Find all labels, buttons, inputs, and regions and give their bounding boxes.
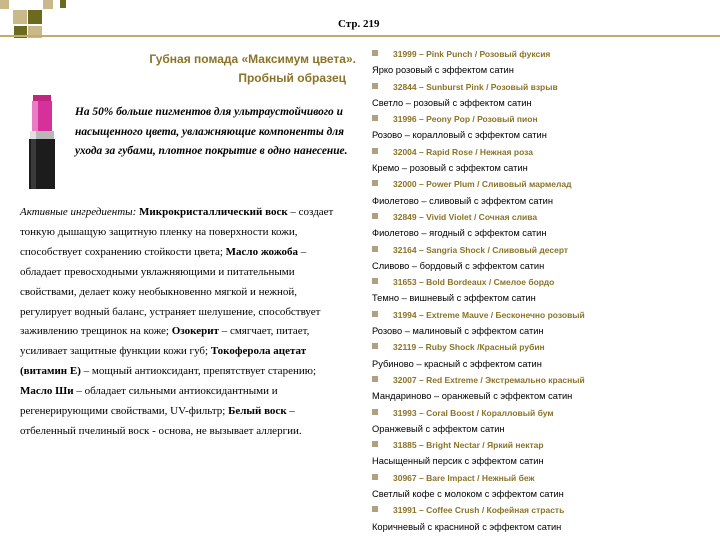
shade-name: 31885 – Bright Nectar / Яркий нектар: [393, 440, 544, 451]
shade-description: Фиолетово – ягодный с эффектом сатин: [372, 228, 547, 239]
shade-description: Насыщенный персик с эффектом сатин: [372, 456, 544, 467]
shade-list: [372, 46, 717, 535]
shade-item: [372, 111, 717, 144]
product-title: Губная помада «Максимум цвета».: [149, 52, 356, 66]
ingredient-name: Микрокристаллический воск: [139, 206, 288, 218]
ingredient-name: Белый воск: [228, 405, 287, 418]
bullet-icon: [372, 278, 378, 284]
bullet-icon: [372, 409, 378, 415]
ingredient-text: – смягчает, питает, усиливает защитные функции кожи губ;: [20, 325, 310, 358]
shade-item: [372, 339, 717, 372]
promo-text: На 50% больше пигментов для ультраустойчивого и насыщенного цвета, увлажняющие компоненты для ухода за губами, плотное покрытие в одно нанесение.: [75, 106, 348, 157]
shade-item: [372, 274, 717, 307]
shade-name: 32164 – Sangria Shock / Сливовый десерт: [393, 244, 569, 255]
ingredient-text: – обладает превосходными увлажняющими и питательными свойствами, делает кожу необыкновенно мягкой и нежной, регулирует водный баланс, устраняет шелушение, способствует заживлению трещинок на коже;: [20, 245, 321, 338]
bullet-icon: [372, 148, 378, 154]
bullet-icon: [372, 50, 378, 56]
bullet-icon: [372, 180, 378, 186]
shade-item: [372, 405, 717, 438]
shade-description: Коричневый с красниной с эффектом сатин: [372, 521, 562, 532]
bullet-icon: [372, 376, 378, 382]
shade-item: [372, 307, 717, 340]
shade-name: 31999 – Pink Punch / Розовый фуксия: [393, 49, 551, 59]
shade-name: 31994 – Extreme Mauve / Бесконечно розовый: [393, 309, 585, 320]
product-subtitle: Пробный образец: [238, 71, 346, 85]
ingredient-name: Масло Ши: [20, 385, 74, 398]
ingredients-paragraph: [20, 203, 350, 442]
shade-item: [372, 437, 717, 470]
header-divider: [0, 35, 720, 37]
shade-item: [372, 242, 717, 275]
shade-name: 31991 – Coffee Crush / Кофейная страсть: [393, 505, 565, 516]
ingredient-text: – создает тонкую дышащую защитную пленку на поверхности кожи, способствует сохранению стойкости цвета;: [20, 206, 334, 258]
shade-item: [372, 46, 717, 79]
shade-name: 32119 – Ruby Shock /Красный рубин: [393, 342, 545, 353]
shade-name: 32000 – Power Plum / Сливовый мармелад: [393, 179, 572, 190]
ingredient-name: Озокерит: [171, 325, 219, 338]
shade-name: 30967 – Bare Impact / Нежный беж: [393, 472, 535, 483]
shade-description: Темно – вишневый с эффектом сатин: [372, 293, 536, 304]
shade-description: Мандариново – оранжевый с эффектом сатин: [372, 391, 573, 402]
ingredient-text: – обладает сильными антиоксидантными и регенерирующими свойствами, UV-фильтр;: [20, 385, 278, 418]
shade-name: 31996 – Peony Pop / Розовый пион: [393, 114, 538, 125]
shade-item: [372, 144, 717, 177]
shade-item: [372, 209, 717, 242]
shade-description: Розово – малиновый с эффектом сатин: [372, 326, 544, 337]
shade-description: Рубиново – красный с эффектом сатин: [372, 358, 542, 369]
bullet-icon: [372, 246, 378, 252]
bullet-icon: [372, 115, 378, 121]
shade-item: [372, 79, 717, 112]
shade-description: Светло – розовый с эффектом сатин: [372, 97, 532, 108]
shade-description: Розово – коралловый с эффектом сатин: [372, 130, 547, 141]
shade-item: [372, 176, 717, 209]
shade-description: Фиолетово – сливовый с эффектом сатин: [372, 195, 553, 206]
bullet-icon: [372, 213, 378, 219]
bullet-icon: [372, 441, 378, 447]
decor-square: [43, 0, 53, 9]
shade-item: [372, 502, 717, 535]
ingredient-text: – отбеленный пчелиный воск - основа, не вызывает аллергии.: [20, 405, 302, 437]
bullet-icon: [372, 83, 378, 89]
shade-name: 31993 – Coral Boost / Коралловый бум: [393, 407, 554, 418]
shade-name: 32007 – Red Extreme / Экстремально красный: [393, 374, 585, 385]
shade-item: [372, 372, 717, 405]
shade-name: 32004 – Rapid Rose / Нежная роза: [393, 146, 534, 157]
decor-square: [13, 10, 27, 24]
lipstick-image: [28, 95, 56, 190]
ingredient-name: Токоферола ацетат (витамин Е): [20, 345, 307, 378]
shade-description: Оранжевый с эффектом сатин: [372, 423, 505, 434]
shade-name: 31653 – Bold Bordeaux / Смелое бордо: [393, 277, 555, 288]
shade-description: Сливово – бордовый с эффектом сатин: [372, 260, 545, 271]
shade-description: Ярко розовый с эффектом сатин: [372, 65, 514, 76]
shade-item: [372, 470, 717, 503]
page-number: Стр. 219: [338, 18, 380, 30]
bullet-icon: [372, 311, 378, 317]
shade-description: Светлый кофе с молоком с эффектом сатин: [372, 489, 564, 500]
bullet-icon: [372, 474, 378, 480]
ingredients-heading: Активные ингредиенты:: [20, 206, 137, 218]
bullet-icon: [372, 343, 378, 349]
shade-description: Кремо – розовый с эффектом сатин: [372, 163, 528, 174]
ingredient-name: Масло жожоба: [225, 245, 298, 258]
bullet-icon: [372, 506, 378, 512]
ingredient-text: – мощный антиоксидант, препятствует старению;: [80, 365, 316, 378]
shade-name: 32844 – Sunburst Pink / Розовый взрыв: [393, 81, 558, 92]
shade-name: 32849 – Vivid Violet / Сочная слива: [393, 211, 538, 222]
decor-square: [60, 0, 66, 8]
decor-square: [0, 0, 9, 9]
decor-square: [28, 10, 42, 24]
